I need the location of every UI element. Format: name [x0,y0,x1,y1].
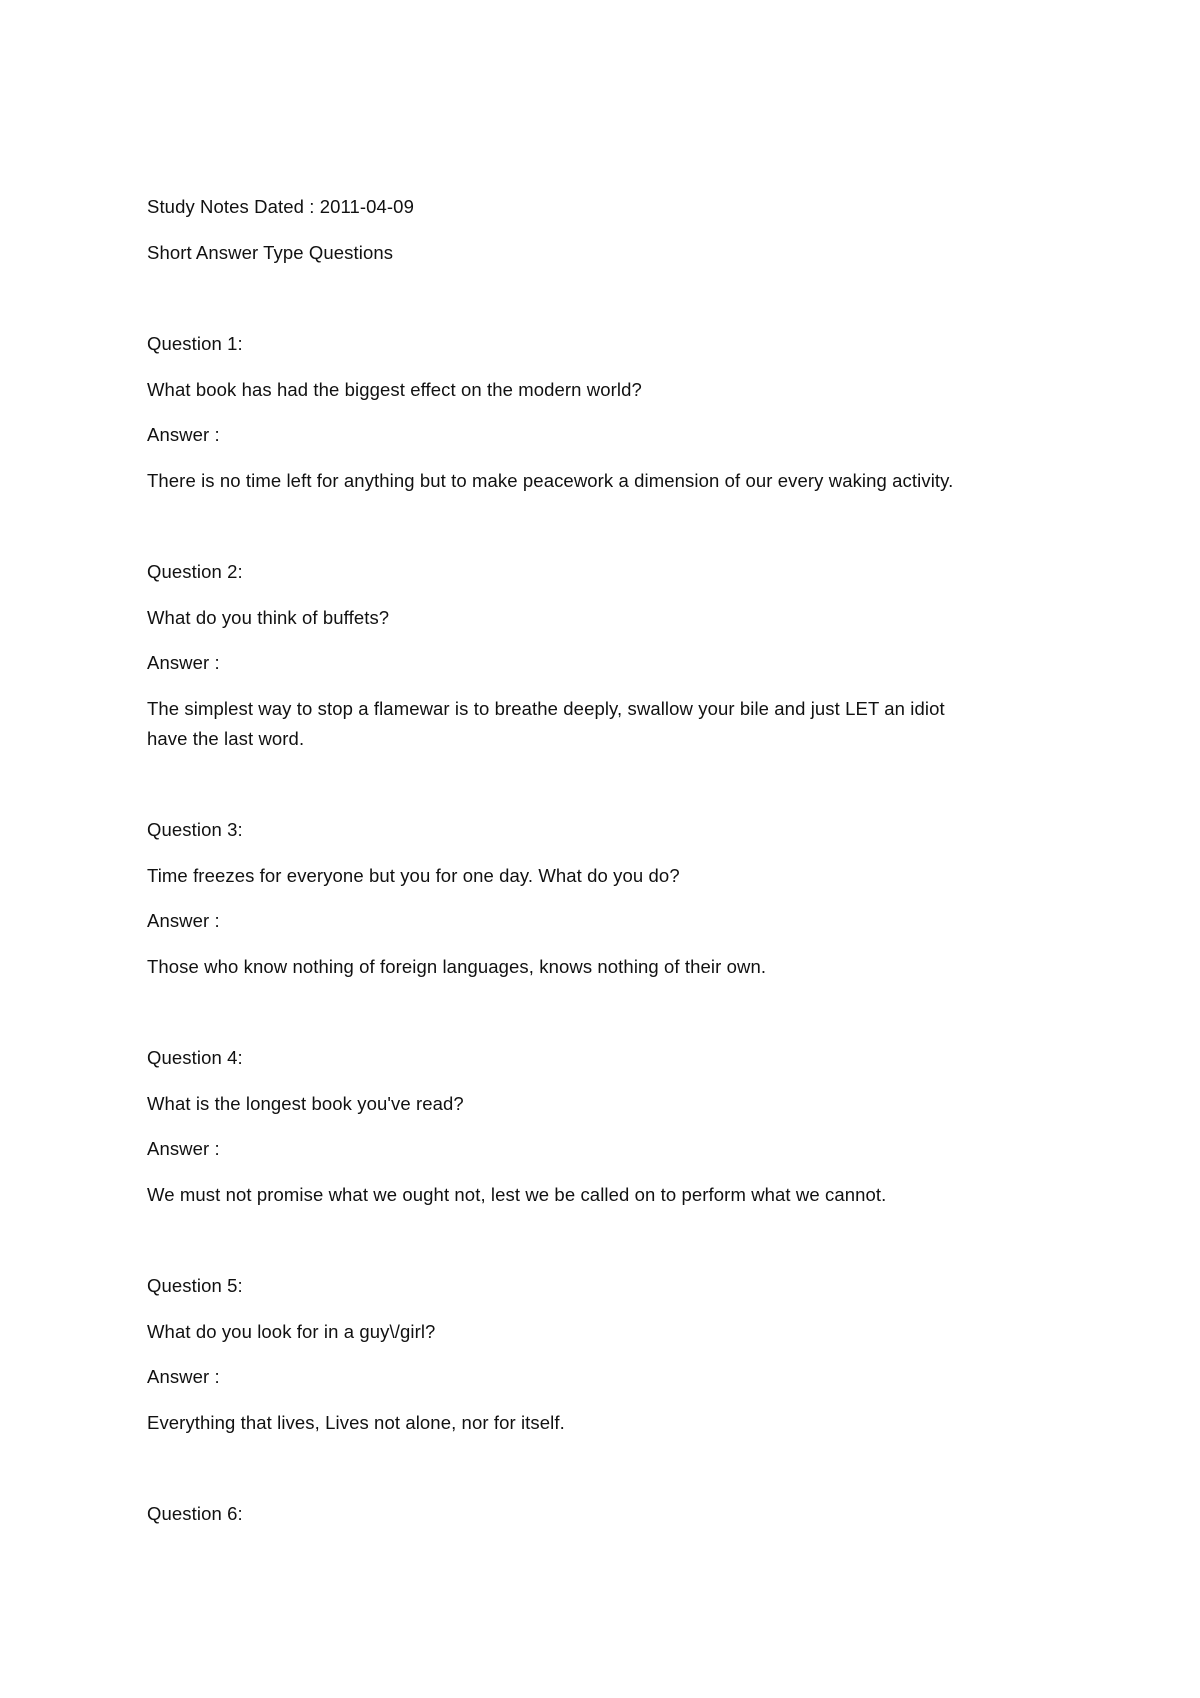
answer-label: Answer : [147,652,220,673]
question-text: Time freezes for everyone but you for one day. What do you do? [147,865,680,886]
answer-label: Answer : [147,1366,220,1387]
question-text: What book has had the biggest effect on the modern world? [147,379,642,400]
question-text: What is the longest book you've read? [147,1093,464,1114]
question-label: Question 3: [147,819,243,840]
question-label: Question 1: [147,333,243,354]
question-label: Question 4: [147,1047,243,1068]
question-label: Question 6: [147,1503,243,1524]
question-text: What do you look for in a guy\/girl? [147,1321,436,1342]
page-subtitle: Short Answer Type Questions [147,242,394,263]
answer-text-line-2: have the last word. [147,728,305,749]
question-text: What do you think of buffets? [147,607,390,628]
answer-text: There is no time left for anything but to make peacework a dimension of our every waking activity. [147,470,954,491]
answer-text-line-1: The simplest way to stop a flamewar is to breathe deeply, swallow your bile and just LET an idiot [147,698,945,719]
page-title: Study Notes Dated : 2011-04-09 [147,196,414,217]
answer-label: Answer : [147,424,220,445]
answer-text: We must not promise what we ought not, lest we be called on to perform what we cannot. [147,1184,887,1205]
question-label: Question 2: [147,561,243,582]
answer-label: Answer : [147,1138,220,1159]
question-label: Question 5: [147,1275,243,1296]
answer-text: Everything that lives, Lives not alone, nor for itself. [147,1412,565,1433]
answer-text: Those who know nothing of foreign languages, knows nothing of their own. [147,956,767,977]
answer-label: Answer : [147,910,220,931]
